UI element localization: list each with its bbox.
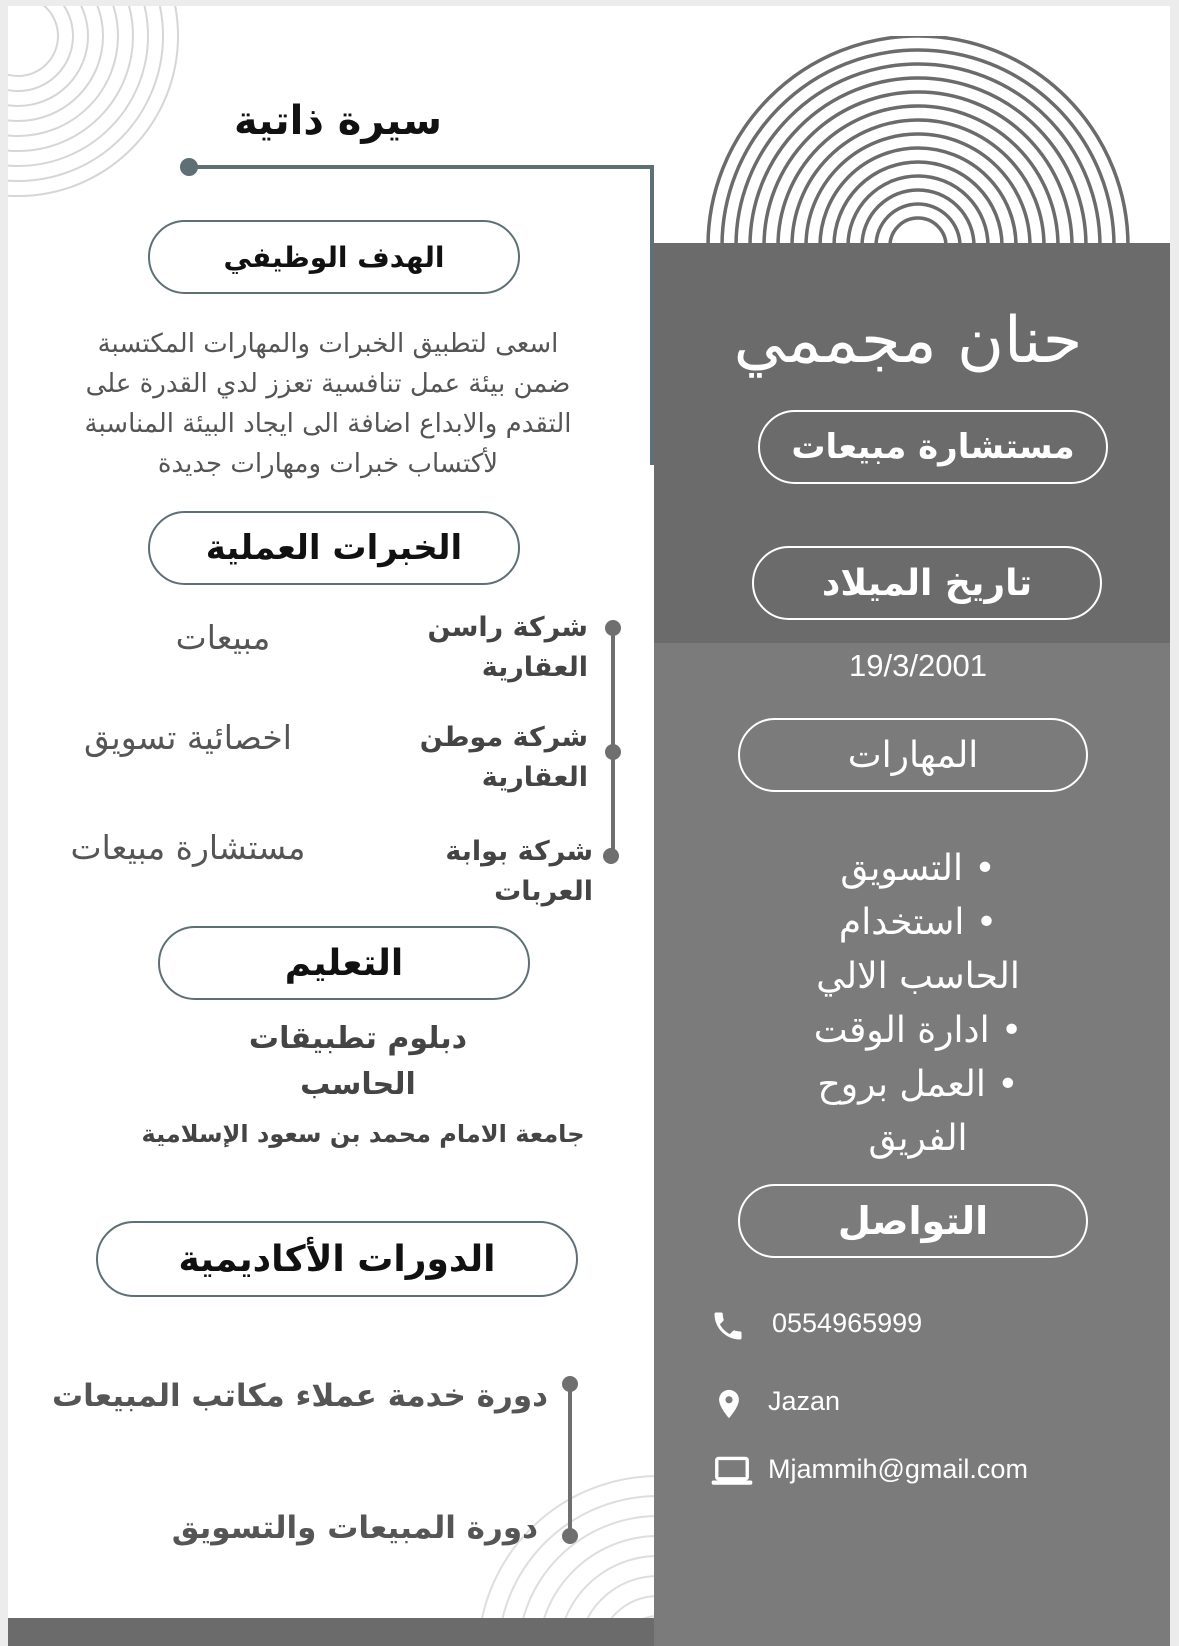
skill-line: الحاسب الالي — [816, 956, 1020, 997]
contact-heading: التواصل — [738, 1184, 1088, 1258]
skills-heading: المهارات — [738, 718, 1088, 792]
company-line: العربات — [494, 876, 593, 907]
company-line: شركة موطن — [419, 722, 588, 753]
objective-heading: الهدف الوظيفي — [148, 220, 520, 294]
title-connector-line — [188, 165, 654, 169]
courses-heading: الدورات الأكاديمية — [96, 1221, 578, 1297]
objective-line: لأكتساب خبرات ومهارات جديدة — [157, 449, 499, 479]
timeline-dot — [603, 848, 619, 864]
education-degree — [208, 1016, 508, 1108]
contact-location: Jazan — [768, 1386, 841, 1416]
objective-line: التقدم والابداع اضافة الى ايجاد البيئة المناسبة — [84, 409, 572, 439]
company-line: شركة بوابة — [445, 836, 593, 867]
bottom-strip — [8, 1618, 654, 1646]
education-heading: التعليم — [158, 926, 530, 1000]
skill-line: الفريق — [868, 1118, 968, 1159]
objective-text — [48, 324, 608, 484]
job-title-badge: مستشارة مبيعات — [758, 410, 1108, 484]
timeline-dot — [562, 1376, 578, 1392]
degree-line: الحاسب — [300, 1067, 416, 1102]
decorative-rainbow-arcs — [698, 36, 1138, 246]
company-line: العقارية — [481, 762, 588, 793]
skill-line: • ادارة الوقت — [813, 1010, 1023, 1051]
experience-role: اخصائية تسويق — [84, 718, 292, 757]
title-connector-vertical — [650, 165, 654, 465]
contact-email[interactable]: Mjammih@gmail.com — [768, 1454, 1028, 1484]
skill-line: • استخدام — [838, 902, 998, 943]
page-title: سيرة ذاتية — [234, 98, 442, 144]
experience-role: مستشارة مبيعات — [70, 828, 306, 867]
courses-timeline-line — [568, 1382, 572, 1534]
experience-company — [348, 832, 593, 912]
experience-company — [348, 718, 588, 798]
experience-heading: الخبرات العملية — [148, 511, 520, 585]
education-university: جامعة الامام محمد بن سعود الإسلامية — [141, 1120, 585, 1148]
skill-line: • العمل بروح — [817, 1064, 1019, 1105]
objective-line: ضمن بيئة عمل تنافسية تعزز لدي القدرة على — [85, 369, 571, 399]
birth-date-heading: تاريخ الميلاد — [752, 546, 1102, 620]
skills-list — [778, 842, 1058, 1166]
timeline-dot — [605, 744, 621, 760]
skill-line: • التسويق — [840, 848, 996, 889]
experience-role: مبيعات — [175, 618, 271, 657]
timeline-dot — [562, 1528, 578, 1544]
experience-timeline-line — [611, 626, 615, 856]
resume-page — [8, 6, 1170, 1646]
candidate-name: حنان مجممي — [733, 304, 1083, 378]
course-item: دورة خدمة عملاء مكاتب المبيعات — [51, 1378, 548, 1414]
contact-phone[interactable]: 0554965999 — [772, 1308, 923, 1338]
course-item: دورة المبيعات والتسويق — [171, 1510, 538, 1546]
degree-line: دبلوم تطبيقات — [248, 1021, 468, 1056]
laptop-icon — [710, 1454, 754, 1490]
birth-date: 19/3/2001 — [849, 648, 987, 683]
company-line: شركة راسن — [427, 612, 588, 643]
timeline-dot — [605, 620, 621, 636]
decorative-arcs-top-left — [8, 6, 208, 206]
phone-icon — [710, 1308, 746, 1344]
location-pin-icon — [712, 1384, 746, 1424]
objective-line: اسعى لتطبيق الخبرات والمهارات المكتسبة — [97, 329, 559, 359]
company-line: العقارية — [481, 652, 588, 683]
